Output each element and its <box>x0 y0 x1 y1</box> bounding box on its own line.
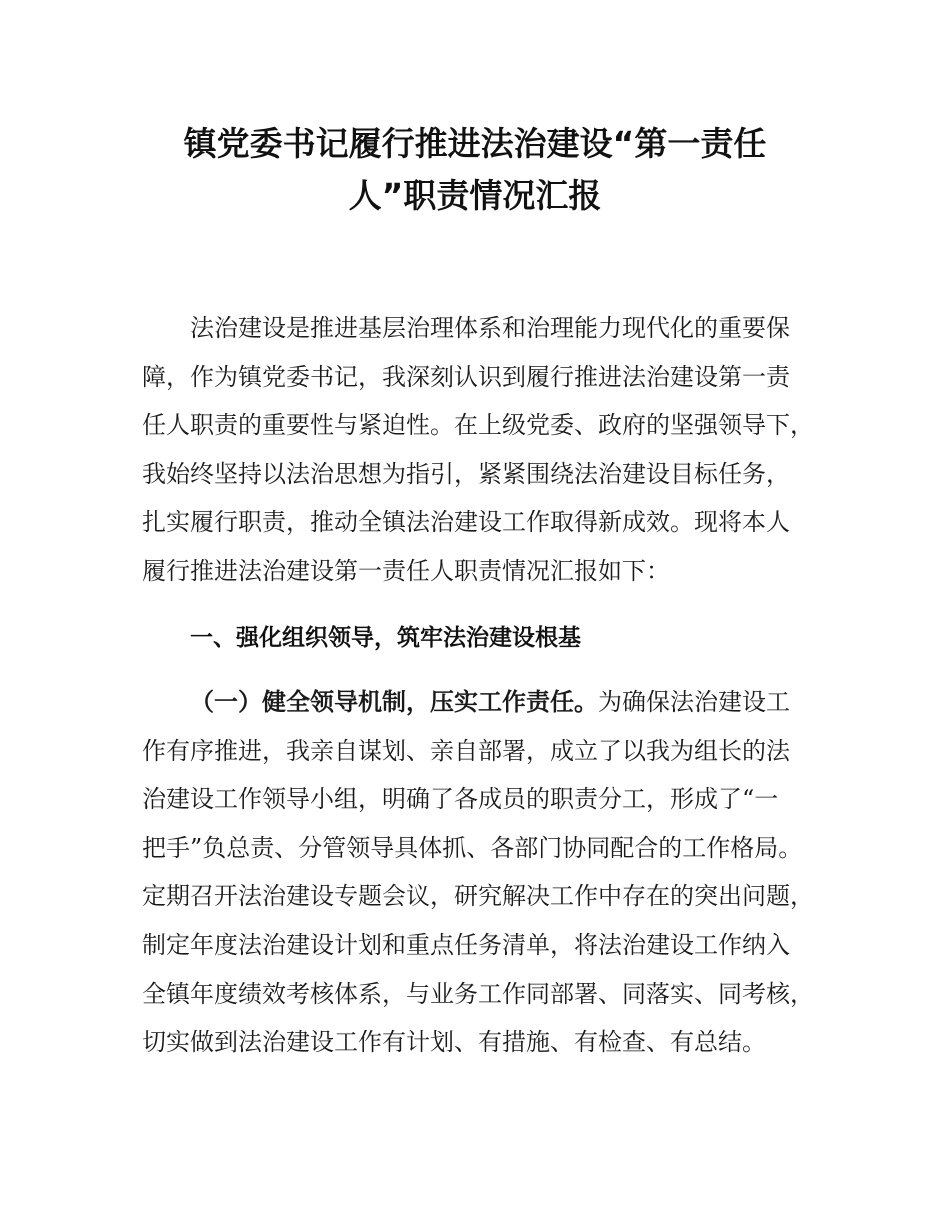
paragraph-line: 定期召开法治建设专题会议，研究解决工作中存在的突出问题， <box>142 882 814 911</box>
paragraph-line: 法治建设是推进基层治理体系和治理能力现代化的重要保 <box>190 314 790 342</box>
paragraph-line: 制定年度法治建设计划和重点任务清单，将法治建设工作纳入 <box>142 930 790 959</box>
paragraph-text: 为确保法治建设工 <box>598 688 790 716</box>
document-title <box>140 118 810 222</box>
title-line: 镇党委书记履行推进法治建设“第一责任 <box>183 124 767 163</box>
section-heading: 一、强化组织领导，筑牢法治建设根基 <box>190 625 581 651</box>
paragraph-line: 作有序推进，我亲自谋划、亲自部署，成立了以我为组长的法 <box>142 736 790 765</box>
paragraph-line: 切实做到法治建设工作有计划、有措施、有检查、有总结。 <box>142 1028 766 1057</box>
paragraph-line: 把手”负总责、分管领导具体抓、各部门协同配合的工作格局。 <box>142 833 803 862</box>
paragraph-line: 治建设工作领导小组，明确了各成员的职责分工，形成了“一 <box>142 785 779 814</box>
paragraph-line: 我始终坚持以法治思想为指引，紧紧围绕法治建设目标任务， <box>142 459 790 488</box>
paragraph-line: 任人职责的重要性与紧迫性。在上级党委、政府的坚强领导下， <box>142 411 814 440</box>
subsection-heading: （一）健全领导机制，压实工作责任。 <box>190 688 598 716</box>
title-line: 人”职责情况汇报 <box>348 176 602 215</box>
paragraph-line: 全镇年度绩效考核体系，与业务工作同部署、同落实、同考核， <box>142 979 814 1008</box>
paragraph-line: 障，作为镇党委书记，我深刻认识到履行推进法治建设第一责 <box>142 362 790 391</box>
paragraph-line: 扎实履行职责，推动全镇法治建设工作取得新成效。现将本人 <box>142 508 790 537</box>
subsection-paragraph <box>142 678 830 1067</box>
paragraph-line <box>142 678 830 727</box>
intro-paragraph <box>142 304 830 596</box>
paragraph-line: 履行推进法治建设第一责任人职责情况汇报如下： <box>142 556 670 585</box>
